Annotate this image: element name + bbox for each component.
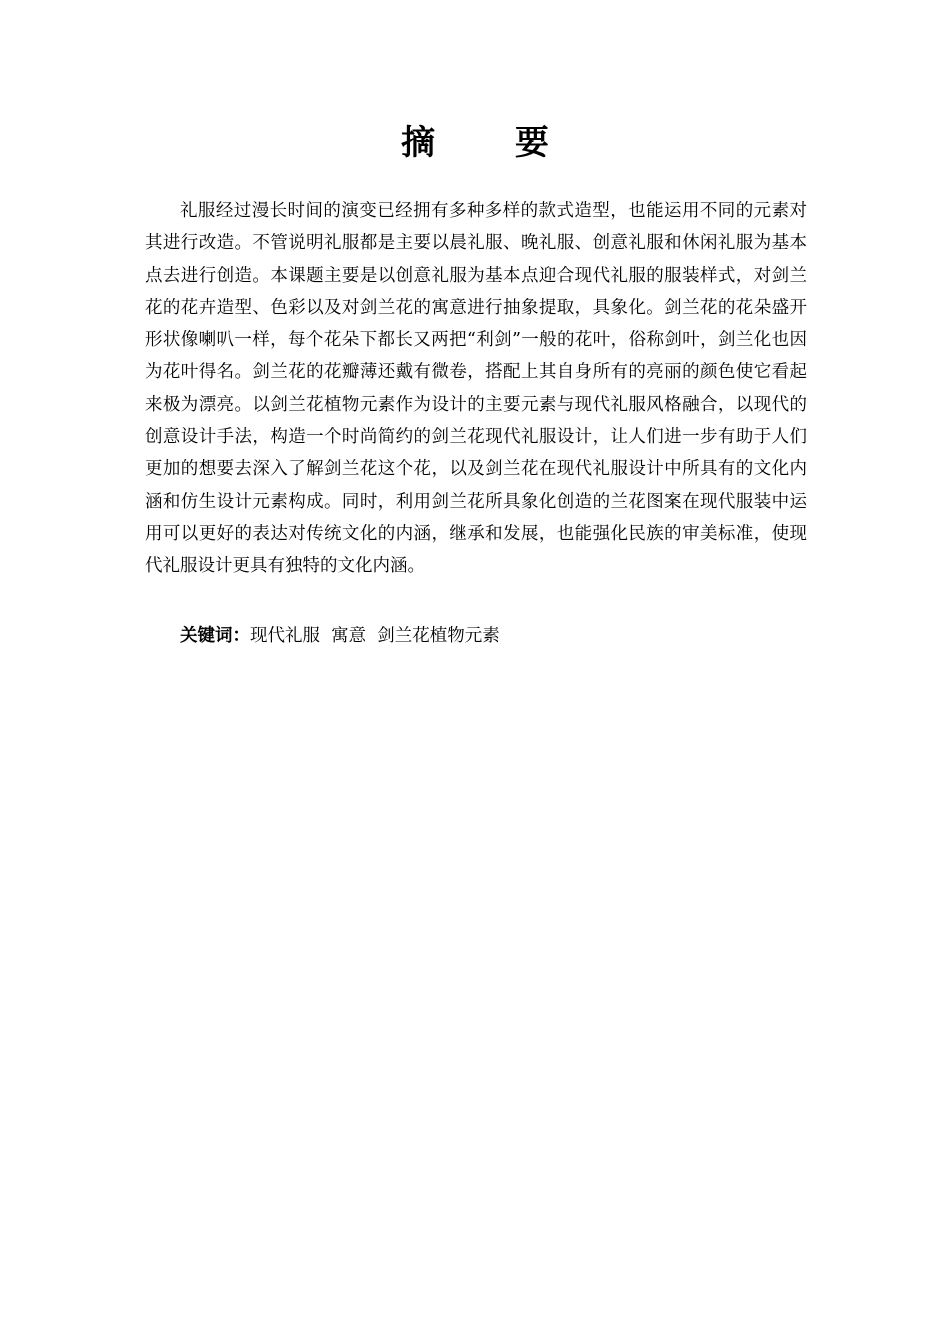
page-title: 摘 要 <box>401 123 583 163</box>
abstract-paragraph: 礼服经过漫长时间的演变已经拥有多种多样的款式造型，也能运用不同的元素对其进行改造。不管说明礼服都是主要以晨礼服、晚礼服、创意礼服和休闲礼服为基本点去进行创造。本课题主要是以创意礼服为基本点迎合现代礼服的服装样式，对剑兰花的花卉造型、色彩以及对剑兰花的寓意进行抽象提取，具象化。剑兰花的花朵盛开形状像喇叭一样，每个花朵下都长又两把“利剑”一般的花叶，俗称剑叶，剑兰化也因为花叶得名。剑兰花的花瓣薄还戴有微卷，搭配上其自身所有的亮丽的颜色使它看起来极为漂亮。以剑兰花植物元素作为设计的主要元素与现代礼服风格融合，以现代的创意设计手法，构造一个时尚简约的剑兰花现代礼服设计，让人们进一步有助于人们更加的想要去深入了解剑兰花这个花，以及剑兰花在现代礼服设计中所具有的文化内涵和仿生设计元素构成。同时，利用剑兰花所具象化创造的兰花图案在现代服装中运用可以更好的表达对传统文化的内涵，继承和发展，也能强化民族的审美标准，使现代礼服设计更具有独特的文化内涵。 <box>145 201 807 577</box>
keywords-line <box>180 620 500 652</box>
keywords-value: 现代礼服 寓意 剑兰花植物元素 <box>250 626 500 646</box>
keywords-label: 关键词： <box>180 626 250 646</box>
